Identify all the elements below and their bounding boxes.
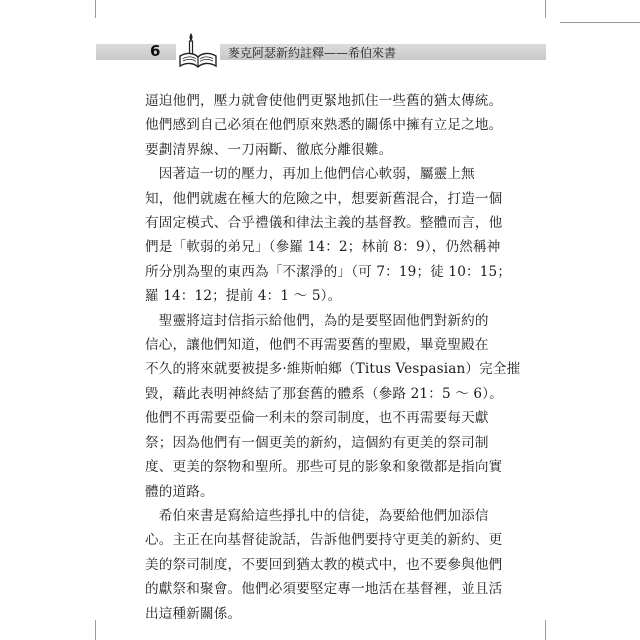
body-text xyxy=(145,89,521,626)
crop-mark-top-right-horizontal xyxy=(560,22,640,23)
text-line: 祭；因為他們有一個更美的新約，這個約有更美的祭司制 xyxy=(145,434,489,451)
text-line: 美的祭司制度，不要回到猶太教的模式中，也不要參與他們 xyxy=(145,556,503,573)
text-line: 他們感到自己必須在他們原來熟悉的關係中擁有立足之地。 xyxy=(145,117,503,134)
book-subtitle: ——希伯來書 xyxy=(324,46,397,60)
text-line: 出這種新關係。 xyxy=(145,605,242,622)
text-line: 因著這一切的壓力，再加上他們信心軟弱，屬靈上無 xyxy=(145,166,475,183)
text-line: 聖靈將這封信指示給他們，為的是要堅固他們對新約的 xyxy=(145,312,489,329)
running-head xyxy=(228,44,396,62)
crop-mark-bottom-right xyxy=(545,620,546,640)
text-line: 毀，藉此表明神終結了那套舊的體系（參路 21：5 ～ 6）。 xyxy=(145,385,503,402)
paragraph xyxy=(145,162,512,308)
book-title: 麥克阿瑟新約註釋 xyxy=(228,46,325,60)
text-line: 信心，讓他們知道，他們不再需要舊的聖殿，畢竟聖殿在 xyxy=(145,337,489,354)
text-line: 逼迫他們，壓力就會使他們更緊地抓住一些舊的猶太傳統。 xyxy=(145,93,503,109)
paragraph xyxy=(145,89,503,162)
text-line: 羅 14：12；提前 4：1 ～ 5）。 xyxy=(145,288,342,305)
crop-mark-top-left xyxy=(95,0,96,18)
crop-mark-bottom-left xyxy=(95,620,96,640)
paragraph xyxy=(145,504,503,626)
open-book-candle-icon xyxy=(176,30,220,70)
text-line: 他們不再需要亞倫一利未的祭司制度，也不再需要每天獻 xyxy=(145,410,489,427)
text-line: 有固定模式、合乎禮儀和律法主義的基督教。整體而言，他 xyxy=(145,215,503,232)
text-line: 心。主正在向基督徒說話，告訴他們要持守更美的新約、更 xyxy=(145,532,503,549)
text-line: 度、更美的祭物和聖所。那些可見的影象和象徵都是指向實 xyxy=(145,459,503,476)
text-line: 的獻祭和聚會。他們必須要堅定專一地活在基督裡，並且活 xyxy=(145,581,503,598)
text-line: 所分別為聖的東西為「不潔淨的」（可 7：19；徒 10：15； xyxy=(145,263,512,280)
text-line: 不久的將來就要被提多·維斯帕鄉（Titus Vespasian）完全摧 xyxy=(145,361,521,378)
text-line: 希伯來書是寫給這些掙扎中的信徒，為要給他們加添信 xyxy=(145,507,489,524)
text-line: 要劃清界線、一刀兩斷、徹底分離很難。 xyxy=(145,141,393,158)
crop-mark-top-right xyxy=(545,0,546,18)
page-number: 6 xyxy=(150,42,161,60)
text-line: 體的道路。 xyxy=(145,483,214,500)
text-line: 們是「軟弱的弟兄」（參羅 14：2；林前 8：9），仍然稱神 xyxy=(145,239,501,256)
paragraph xyxy=(145,309,521,504)
text-line: 知，他們就處在極大的危險之中，想要新舊混合，打造一個 xyxy=(145,190,503,207)
